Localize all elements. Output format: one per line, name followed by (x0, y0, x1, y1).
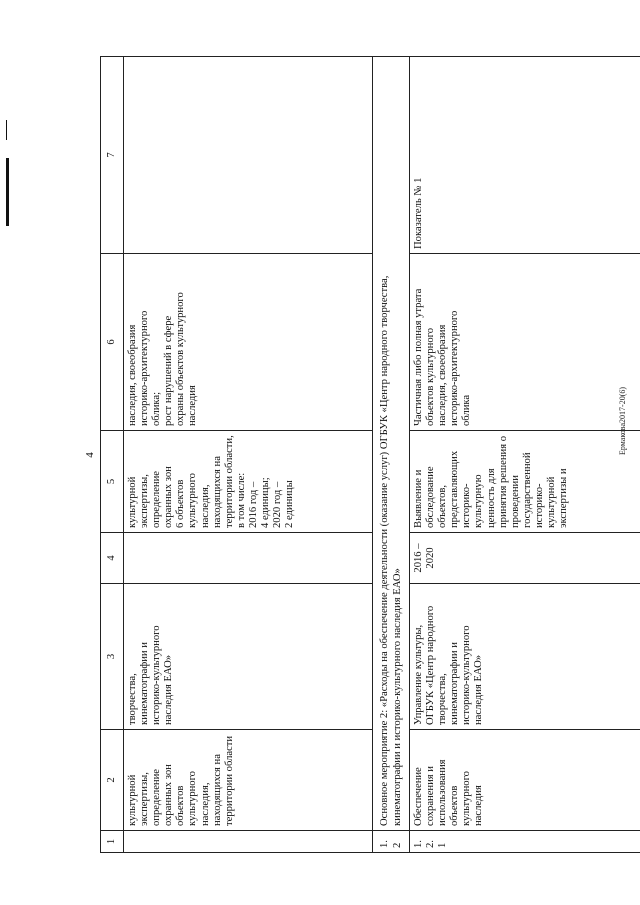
cell-expected-result: Выявление и обследование объектов, представляющих историко- культурную ценность для принятия решения о проведении государственной историко- культурной экспертизы и (410, 431, 640, 533)
cell-period (124, 533, 373, 584)
cell-indicator: Показатель № 1 (410, 57, 640, 254)
cell-number: 1.2.1 (410, 831, 640, 853)
cell-period: 2016 – 2020 (410, 533, 640, 584)
rotated-landscape-table-area (84, 57, 640, 853)
cell-consequences: Частичная либо полная утрата объектов культурного наследия, своеобразия историко-архитектурного облика (410, 254, 640, 431)
cell-consequences: наследия, своеобразия историко-архитектурного облика; рост нарушений в сфере охраны объектов культурного наследия (124, 254, 373, 431)
cell-expected-result: культурной экспертизы, определение охранных зон 6 объектов культурного наследия, находящихся на территории области, в том числе: 2016 год – 4 единицы; 2020 год – 2 единицы (124, 431, 373, 533)
page-number: 4 (84, 452, 96, 458)
header-cell: 6 (101, 254, 124, 431)
header-cell: 2 (101, 730, 124, 831)
scan-mark (6, 158, 9, 226)
header-cell: 5 (101, 431, 124, 533)
header-cell: 1 (101, 831, 124, 853)
measures-table (100, 56, 640, 853)
header-cell: 7 (101, 57, 124, 254)
table-row-continuation (124, 57, 373, 853)
table-row-1-2-1 (410, 57, 640, 853)
cell-number (124, 831, 373, 853)
header-cell: 3 (101, 584, 124, 730)
cell-measure-name: Обеспечение сохранения и использования объектов культурного наследия (410, 730, 640, 831)
header-row (101, 57, 124, 853)
scan-mark (6, 120, 7, 140)
section-title: Основное мероприятие 2: «Расходы на обеспечение деятельности (оказание услуг) ОГБУК «Центр народного творчества, кинематографии и историко-культурного наследия ЕАО» (373, 57, 410, 831)
cell-executor: Управление культуры, ОГБУК «Центр народного творчества, кинематографии и историко-культурного наследия ЕАО» (410, 584, 640, 730)
cell-measure-name: культурной экспертизы, определение охранных зон объектов культурного наследия, находящихся на территории области (124, 730, 373, 831)
cell-executor: творчества, кинематографии и историко-культурного наследия ЕАО» (124, 584, 373, 730)
header-cell: 4 (101, 533, 124, 584)
side-stamp: Ермакова2017-20(6) (618, 386, 627, 455)
section-row (373, 57, 410, 853)
section-number: 1.2 (373, 831, 410, 853)
cell-indicator (124, 57, 373, 254)
